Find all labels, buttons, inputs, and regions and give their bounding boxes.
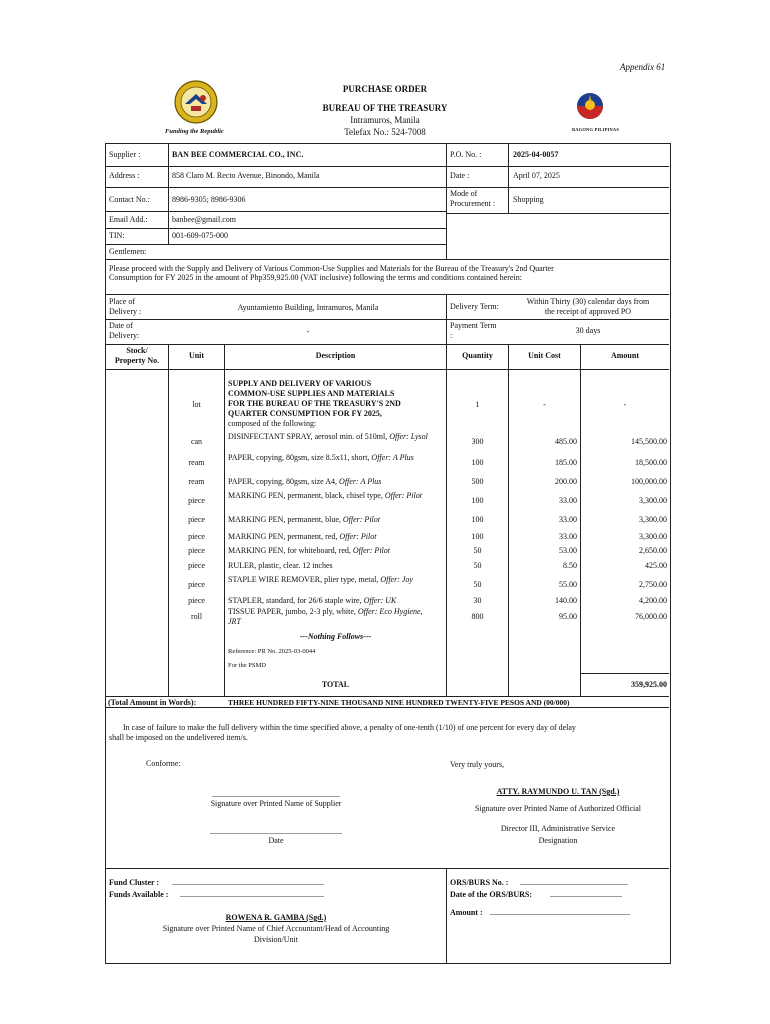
item-description: DISINFECTANT SPRAY, aerosol min. of 510ml, Offer: Lysol: [228, 432, 428, 441]
item-description: PAPER, copying, 80gsm, size 8.5x11, short, Offer: A Plus: [228, 453, 414, 462]
item-unit-cost: 200.00: [555, 477, 577, 486]
col-unit-cost-header: Unit Cost: [528, 351, 561, 360]
tin-value: 001-609-075-000: [172, 231, 228, 240]
item-amount: 76,000.00: [635, 612, 667, 621]
date-signature-line: _________________________________: [210, 826, 342, 835]
item-unit: roll: [190, 612, 203, 621]
lot-title-4: QUARTER CONSUMPTION FOR FY 2025,: [228, 409, 382, 418]
psmd-note: For the PSMD: [228, 662, 266, 669]
very-truly-yours: Very truly yours,: [450, 760, 504, 769]
official-designation: Director III, Administrative Service: [500, 824, 616, 833]
bagong-pilipinas-logo: [572, 92, 608, 126]
salutation: Gentlemen:: [109, 247, 147, 256]
item-amount: 4,200.00: [639, 596, 667, 605]
payment-term-value: 30 days: [575, 326, 601, 335]
delivery-date-value: -: [306, 327, 310, 336]
agency-name: BUREAU OF THE TREASURY: [322, 103, 448, 113]
item-amount: 18,500.00: [635, 458, 667, 467]
mode-label-2: Procurement :: [450, 199, 496, 208]
supplier-signature-caption: Signature over Printed Name of Supplier: [210, 799, 342, 808]
item-unit-cost: 95.00: [559, 612, 577, 621]
item-description: PAPER, copying, 80gsm, size A4, Offer: A Plus: [228, 477, 382, 486]
tin-label: TIN:: [109, 231, 125, 240]
ors-burs-date-field: __________________: [550, 889, 622, 898]
po-date-label: Date :: [450, 171, 470, 180]
ors-burs-no-field: ___________________________: [520, 877, 628, 886]
item-qty: 50: [473, 580, 482, 589]
delivery-date-label-1: Date of: [109, 321, 133, 330]
item-unit: piece: [188, 580, 205, 589]
item-description: MARKING PEN, permanent, black, chisel type, Offer: Pilot: [228, 491, 422, 500]
place-label-2: Delivery :: [109, 307, 142, 316]
lot-amount: -: [623, 400, 627, 409]
item-unit-cost: 140.00: [555, 596, 577, 605]
amount-label: Amount :: [450, 908, 483, 917]
ors-burs-no-label: ORS/BURS No. :: [450, 878, 509, 887]
supplier-signature-line: ________________________________: [212, 789, 340, 798]
item-qty: 30: [473, 596, 482, 605]
item-unit: piece: [188, 496, 205, 505]
col-stock-header-2: Property No.: [114, 356, 160, 365]
col-amount-header: Amount: [610, 351, 639, 360]
doc-title: PURCHASE ORDER: [342, 84, 428, 94]
item-description: MARKING PEN, for whiteboard, red, Offer: Pilot: [228, 546, 390, 555]
item-amount: 3,300.00: [639, 496, 667, 505]
item-unit: can: [190, 437, 203, 446]
ors-burs-date-label: Date of the ORS/BURS:: [450, 890, 532, 899]
col-description-header: Description: [315, 351, 356, 360]
delivery-term-label: Delivery Term:: [450, 302, 499, 311]
supplier-label: Supplier :: [109, 150, 141, 159]
address-label: Address :: [109, 171, 140, 180]
item-unit-cost: 33.00: [559, 532, 577, 541]
item-unit: piece: [188, 532, 205, 541]
place-label-1: Place of: [109, 297, 135, 306]
item-description: MARKING PEN, permanent, red, Offer: Pilot: [228, 532, 377, 541]
letter-body-line-1: Please proceed with the Supply and Delivery of Various Common-Use Supplies and Materials for the Bureau of the Treasury's 2nd Quarter: [109, 264, 554, 273]
item-description: MARKING PEN, permanent, blue, Offer: Pilot: [228, 515, 380, 524]
fund-cluster-label: Fund Cluster :: [109, 878, 160, 887]
item-qty: 300: [471, 437, 484, 446]
item-unit-cost: 185.00: [555, 458, 577, 467]
amount-field: ___________________________________: [490, 907, 630, 916]
nothing-follows: ---Nothing Follows---: [299, 632, 372, 641]
authorized-official-caption: Signature over Printed Name of Authorized Official: [474, 804, 642, 813]
item-qty: 500: [471, 477, 484, 486]
agency-telefax: Telefax No.: 524-7008: [344, 127, 426, 137]
lot-title-1: SUPPLY AND DELIVERY OF VARIOUS: [228, 379, 372, 388]
designation-caption: Designation: [538, 836, 578, 845]
chief-accountant-caption-2: Division/Unit: [253, 935, 298, 944]
fund-cluster-field: ______________________________________: [172, 877, 324, 886]
date-caption: Date: [268, 836, 284, 845]
total-label: TOTAL: [321, 680, 350, 689]
col-stock-header-1: Stock/: [126, 346, 148, 355]
item-description: STAPLER, standard, for 26/6 staple wire, Offer: UK: [228, 596, 397, 605]
email-value: banbee@gmail.com: [172, 215, 237, 224]
total-value: 359,925.00: [631, 680, 667, 689]
treasury-seal-logo: [167, 80, 225, 128]
item-amount: 100,000.00: [631, 477, 667, 486]
funds-available-label: Funds Available :: [109, 890, 169, 899]
item-unit: piece: [188, 596, 205, 605]
payment-term-label-1: Payment Term: [450, 321, 497, 330]
item-unit-cost: 8.50: [563, 561, 577, 570]
item-unit: piece: [188, 515, 205, 524]
lot-title-3: FOR THE BUREAU OF THE TREASURY'S 2ND: [228, 399, 401, 408]
email-label: Email Add.:: [109, 215, 148, 224]
item-amount: 2,650.00: [639, 546, 667, 555]
delivery-date-label-2: Delivery:: [109, 331, 140, 340]
supplier-value: BAN BEE COMMERCIAL CO., INC.: [172, 150, 304, 159]
delivery-term-value-2: the receipt of approved PO: [544, 307, 632, 316]
letter-body-line-2: Consumption for FY 2025 in the amount of Php359,925.00 (VAT inclusive) following the terms and conditions contained herein:: [109, 273, 522, 282]
item-unit: ream: [188, 477, 205, 486]
item-unit-cost: 53.00: [559, 546, 577, 555]
mode-label-1: Mode of: [450, 189, 478, 198]
item-qty: 50: [473, 561, 482, 570]
delivery-term-value-1: Within Thirty (30) calendar days from: [526, 297, 650, 306]
po-no-label: P.O. No. :: [450, 150, 482, 159]
conforme-label: Conforme:: [146, 759, 181, 768]
address-value: 858 Claro M. Recto Avenue, Binondo, Manila: [172, 171, 320, 180]
mode-value: Shopping: [513, 195, 544, 204]
chief-accountant-name: ROWENA R. GAMBA (Sgd.): [225, 913, 327, 922]
contact-value: 8986-9305; 8986-9306: [172, 195, 246, 204]
lot-title-2: COMMON-USE SUPPLIES AND MATERIALS: [228, 389, 395, 398]
item-qty: 100: [471, 515, 484, 524]
funds-available-field: ____________________________________: [180, 889, 324, 898]
item-description: TISSUE PAPER, jumbo, 2-3 ply, white, Offer: Eco Hygiene, JRT: [228, 607, 423, 626]
item-qty: 800: [471, 612, 484, 621]
lot-qty: 1: [475, 400, 480, 409]
left-logo-caption: Funding the Republic: [165, 128, 224, 135]
item-unit-cost: 485.00: [555, 437, 577, 446]
item-description: STAPLE WIRE REMOVER, plier type, metal, Offer: Joy: [228, 575, 413, 584]
appendix-label: Appendix 61: [620, 62, 666, 72]
po-no-value: 2025-04-0057: [513, 150, 559, 159]
penalty-clause-line-1: In case of failure to make the full delivery within the time specified above, a penalty of one-tenth (1/10) of one percent for every day of delay: [123, 723, 576, 732]
item-unit-cost: 33.00: [559, 515, 577, 524]
authorized-official-name: ATTY. RAYMUNDO U. TAN (Sgd.): [496, 787, 620, 796]
item-amount: 2,750.00: [639, 580, 667, 589]
contact-label: Contact No.:: [109, 195, 150, 204]
payment-term-label-2: :: [450, 331, 453, 340]
amount-in-words-label: (Total Amount in Words):: [108, 698, 197, 707]
item-qty: 100: [471, 532, 484, 541]
item-unit: piece: [188, 561, 205, 570]
item-description: RULER, plastic, clear. 12 inches: [228, 561, 333, 570]
lot-title-5: composed of the following:: [228, 419, 317, 428]
lot-unit: lot: [192, 400, 201, 409]
place-value: Ayuntamiento Building, Intramuros, Manila: [237, 303, 379, 312]
item-amount: 3,300.00: [639, 515, 667, 524]
item-unit: ream: [188, 458, 205, 467]
po-date-value: April 07, 2025: [513, 171, 560, 180]
reference-note: Reference: PR No. 2025-03-0044: [228, 648, 316, 655]
item-amount: 425.00: [645, 561, 667, 570]
chief-accountant-caption-1: Signature over Printed Name of Chief Accountant/Head of Accounting: [162, 924, 390, 933]
col-unit-header: Unit: [188, 351, 205, 360]
amount-in-words-value: THREE HUNDRED FIFTY-NINE THOUSAND NINE HUNDRED TWENTY-FIVE PESOS AND (00/000): [228, 698, 570, 707]
item-qty: 50: [473, 546, 482, 555]
agency-address: Intramuros, Manila: [350, 115, 420, 125]
item-qty: 100: [471, 496, 484, 505]
item-qty: 100: [471, 458, 484, 467]
item-unit: piece: [188, 546, 205, 555]
right-logo-caption: BAGONG PILIPINAS: [572, 127, 620, 132]
item-unit-cost: 33.00: [559, 496, 577, 505]
item-unit-cost: 55.00: [559, 580, 577, 589]
item-amount: 3,300.00: [639, 532, 667, 541]
lot-cost: -: [543, 400, 546, 409]
penalty-clause-line-2: shall be imposed on the undelivered item/s.: [109, 733, 248, 742]
item-amount: 145,500.00: [631, 437, 667, 446]
col-quantity-header: Quantity: [462, 351, 493, 360]
